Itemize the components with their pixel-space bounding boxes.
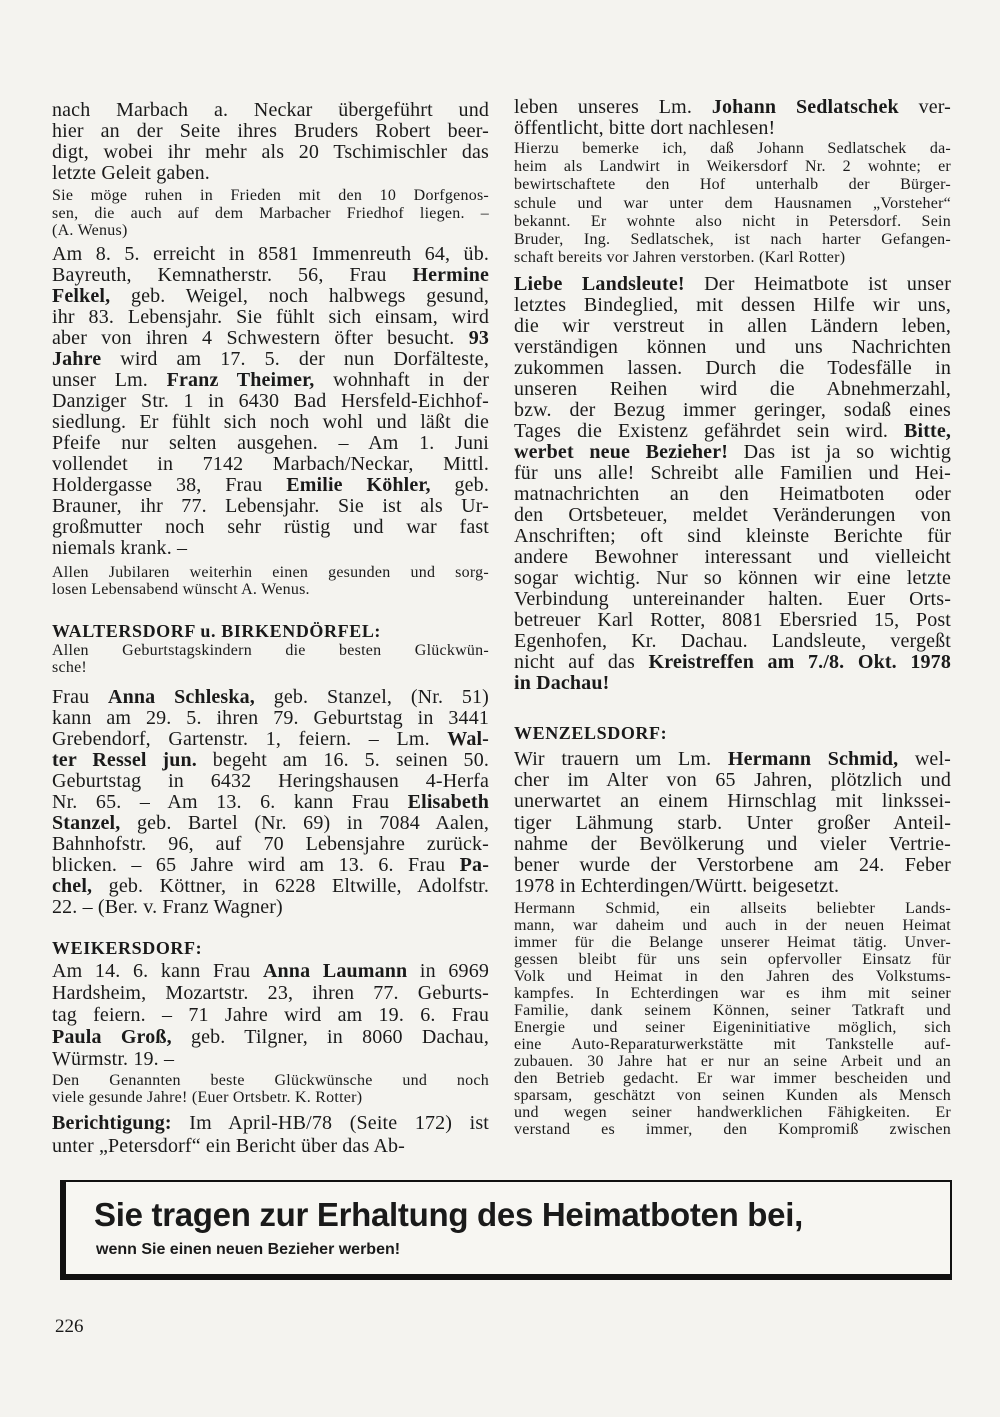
text-run: unerwartet an einem Hirnschlag mit linksseі- xyxy=(514,790,951,813)
text-run: zukommen lassen. Durch die Todesfälle in xyxy=(514,357,951,379)
text-run: Allen Jubilaren weiterhin einen gesunden und sorg- xyxy=(52,564,489,581)
bold-run: chel, xyxy=(52,875,93,897)
text-run: wird am 17. 5. der nun Dorfälteste, xyxy=(101,348,489,370)
text-line xyxy=(52,581,489,598)
text-line xyxy=(52,813,489,834)
text-line xyxy=(52,1135,489,1158)
bold-run: Anna Laumann xyxy=(262,960,408,982)
text-line xyxy=(52,370,489,391)
text-run: schule und war unter dem Hausnamen „Vorsteher“ xyxy=(514,194,951,212)
correction-paragraph-continued xyxy=(514,97,951,139)
appeal-paragraph xyxy=(514,274,951,694)
text-line xyxy=(514,295,951,316)
text-line xyxy=(514,1053,951,1070)
text-run: viele gesunde Jahre! (Euer Ortsbetr. K. Rotter) xyxy=(52,1089,363,1106)
text-line xyxy=(52,729,489,750)
text-run: öffentlicht, bitte dort nachlesen! xyxy=(514,117,776,139)
text-run: nicht auf das xyxy=(514,651,649,673)
text-run: Den Genannten beste Glückwünsche und noch xyxy=(52,1072,489,1089)
text-line xyxy=(514,1002,951,1019)
text-line xyxy=(514,770,951,791)
bold-run: Franz Theimer, xyxy=(166,369,315,391)
text-run: (A. Wenus) xyxy=(52,222,128,239)
text-line xyxy=(514,985,951,1002)
text-run: großmutter noch sehr rüstig und war fast xyxy=(52,516,489,538)
text-run: bzw. der Bezug immer geringer, sodaß eines xyxy=(514,399,951,421)
text-line xyxy=(514,1070,951,1087)
text-line xyxy=(514,610,951,631)
text-run: letztes Bindeglied, mit dessen Hilfe wir uns, xyxy=(514,294,951,316)
text-run: Volk und Heimat in den Jahren des Volkstums- xyxy=(514,968,951,985)
text-run: letzte Geleit gaben. xyxy=(52,162,210,184)
text-line xyxy=(52,100,489,121)
bold-run: Paula Groß, xyxy=(52,1026,172,1048)
text-run: Würmstr. 19. – xyxy=(52,1048,175,1070)
text-line xyxy=(52,982,489,1004)
text-run: Sie möge ruhen in Frieden mit den 10 Dorfgenos- xyxy=(52,187,489,204)
text-run: unseren Reihen wird die Abnehmerzahl, xyxy=(514,378,951,400)
text-line xyxy=(514,1104,951,1121)
text-run: blicken. – 65 Jahre wird am 13. 6. Frau xyxy=(52,854,460,876)
text-run: kampfes. In Echterdingen war es ihm mit seiner xyxy=(514,985,951,1002)
text-run: verständigen können und uns Nachrichten xyxy=(514,336,951,358)
text-run: 1978 in Echterdingen/Württ. beigesetzt. xyxy=(514,875,840,898)
bold-run: Johann Sedlatschek xyxy=(711,96,899,118)
birthdays-paragraph xyxy=(52,244,489,559)
text-run: Am 8. 5. erreicht in 8581 Immenreuth 64, üb. xyxy=(52,243,489,265)
bold-run: Felkel, xyxy=(52,285,111,307)
text-run: Anschriften; oft sind kleinste Berichte für xyxy=(514,525,951,547)
text-line xyxy=(514,526,951,547)
text-run: betreuer Karl Rotter, 8081 Ebersried 15, Post xyxy=(514,609,951,631)
text-run: Familie, dank seinem Können, seiner Tatkraft und xyxy=(514,1002,951,1019)
text-line xyxy=(52,244,489,265)
text-run: andere Bewohner interessant und vielleicht xyxy=(514,546,951,568)
text-line xyxy=(514,337,951,358)
text-run: siedlung. Er fühlt sich noch wohl und läßt die xyxy=(52,411,489,433)
text-run: hier an der Seite ihres Bruders Robert beer- xyxy=(52,120,489,142)
text-line xyxy=(52,834,489,855)
text-line xyxy=(52,349,489,370)
text-run: ver- xyxy=(898,96,951,118)
text-line xyxy=(52,454,489,475)
text-line xyxy=(514,900,951,917)
text-line xyxy=(52,897,489,918)
intro-note xyxy=(52,187,489,240)
subscriber-promo-box xyxy=(60,1180,952,1280)
bold-run: Bitte, xyxy=(904,420,951,442)
text-run: in 6969 xyxy=(407,960,489,982)
text-line xyxy=(514,917,951,934)
text-line xyxy=(514,968,951,985)
text-run: niemals krank. – xyxy=(52,537,188,559)
text-run: Bruder, Ing. Sedlatschek, ist nach harter Gefangen- xyxy=(514,231,951,249)
text-run: den Ortsbeteuer, meldet Veränderungen von xyxy=(514,504,951,526)
text-run: Geburtstag in 6432 Heringshausen 4-Herfa xyxy=(52,770,489,792)
text-run: gessen bleibt für uns sein opfervoller Einsatz für xyxy=(514,951,951,968)
text-run: sogar wichtig. Nur so können wir eine letzte xyxy=(514,567,951,589)
promo-title: Sie tragen zur Erhaltung des Heimatboten bei, xyxy=(94,1196,803,1233)
text-line xyxy=(52,876,489,897)
text-run: Energie und seiner Eigeninitiative möglich, sich xyxy=(514,1019,951,1036)
text-line xyxy=(514,1121,951,1138)
text-run: begeht am 16. 5. seinen 50. xyxy=(196,749,489,771)
text-line xyxy=(514,484,951,505)
text-line xyxy=(514,140,951,158)
text-run: digt, wobei ihr mehr als 20 Tschimischler das xyxy=(52,141,489,163)
bold-run: Liebe Landsleute! xyxy=(514,273,685,295)
text-run: kann am 29. 5. ihren 79. Geburtstag in 3441 xyxy=(52,707,489,729)
text-line xyxy=(52,750,489,771)
text-run: vollendet in 7142 Marbach/Neckar, Mittl. xyxy=(52,453,489,475)
text-line xyxy=(52,307,489,328)
bold-run: Pa- xyxy=(459,854,489,876)
text-run: wohnhaft in der xyxy=(314,369,490,391)
text-run: nahme der Bevölkerung und vieler Vertrie- xyxy=(514,832,951,855)
text-run: und wegen seiner handwerklichen Fähigkeiten. Er xyxy=(514,1104,951,1121)
text-line xyxy=(514,791,951,812)
text-line xyxy=(52,286,489,307)
weikersdorf-note xyxy=(52,1072,489,1106)
text-run: Allen Geburtstagskindern die besten Glückwün- xyxy=(52,642,489,659)
text-run: Brauner, ihr 77. Lebensjahr. Sie ist als Ur- xyxy=(52,495,489,517)
text-run: leben unseres Lm. xyxy=(514,96,712,118)
text-run: geb. Tilgner, in 8060 Dachau, xyxy=(171,1026,489,1048)
wenzelsdorf-paragraph xyxy=(514,749,951,897)
text-run: unter „Petersdorf“ ein Bericht über das Ab- xyxy=(52,1135,405,1157)
text-run: geb. Bartel (Nr. 69) in 7084 Aalen, xyxy=(120,812,489,834)
text-line xyxy=(514,749,951,770)
text-line xyxy=(52,1072,489,1089)
text-line xyxy=(514,421,951,442)
text-line xyxy=(514,951,951,968)
text-line xyxy=(514,834,951,855)
text-line xyxy=(52,496,489,517)
text-run: losen Lebensabend wünscht A. Wenus. xyxy=(52,581,310,598)
text-run: aber von ihren 4 Schwestern öfter besucht. xyxy=(52,327,469,349)
text-run: Verbindung untereinander halten. Euer Orts- xyxy=(514,588,951,610)
text-line xyxy=(514,934,951,951)
text-run: Danziger Str. 1 in 6430 Bad Hersfeld-Eichhof- xyxy=(52,390,489,412)
text-line xyxy=(52,564,489,581)
text-run: Tages die Existenz gefährdet sein wird. xyxy=(514,420,904,442)
text-line xyxy=(52,538,489,559)
text-line xyxy=(514,249,951,267)
text-line xyxy=(52,792,489,813)
text-run: Der Heimatbote ist unser xyxy=(684,273,952,295)
text-line xyxy=(514,316,951,337)
text-run: Hardsheim, Mozartstr. 23, ihren 77. Geburts- xyxy=(52,982,489,1004)
text-run: geb. Weigel, noch halbwegs gesund, xyxy=(110,285,489,307)
text-run: ihr 83. Lebensjahr. Sie fühlt sich einsam, wird xyxy=(52,306,489,328)
text-line xyxy=(52,222,489,240)
text-line xyxy=(52,412,489,433)
text-run: Nr. 65. – Am 13. 6. kann Frau xyxy=(52,791,408,813)
text-run: geb. xyxy=(430,474,489,496)
text-line xyxy=(514,589,951,610)
text-run: Bahnhofstr. 96, auf 70 Lebensjahre zurück- xyxy=(52,833,489,855)
text-run: bewirtschaftete den Hof unterhalb der Bürger- xyxy=(514,176,951,194)
promo-subtitle: wenn Sie einen neuen Bezieher werben! xyxy=(96,1241,401,1258)
text-run: zubauen. 30 Jahre hat er nur an seine Arbeit und an xyxy=(514,1053,951,1070)
text-run: geb. Stanzel, (Nr. 51) xyxy=(254,686,489,708)
text-line xyxy=(52,1112,489,1135)
bold-run: Hermann Schmid, xyxy=(727,748,899,770)
text-run: für uns alle! Schreibt alle Familien und Hei- xyxy=(514,462,951,484)
text-run: sche! xyxy=(52,659,88,676)
bold-run: Anna Schleska, xyxy=(108,686,255,708)
text-run: Hierzu bemerke ich, daß Johann Sedlatschek da- xyxy=(514,140,951,157)
text-line xyxy=(52,475,489,496)
text-line xyxy=(514,176,951,194)
text-line xyxy=(514,652,951,673)
text-line xyxy=(514,1036,951,1053)
text-line xyxy=(52,1089,489,1106)
text-line xyxy=(52,205,489,223)
text-run: unser Lm. xyxy=(52,369,167,391)
text-line xyxy=(514,379,951,400)
text-line xyxy=(514,97,951,118)
text-run: bekannt. Er wohnte also nicht in Petersdorf. Sein xyxy=(514,212,951,230)
text-run: tag feiern. – 71 Jahre wird am 19. 6. Frau xyxy=(52,1004,489,1026)
text-line xyxy=(514,358,951,379)
text-run: Hermann Schmid, ein allseits beliebter Lands- xyxy=(514,900,951,917)
text-line xyxy=(52,960,489,982)
text-line xyxy=(514,547,951,568)
text-line xyxy=(52,642,489,659)
text-line xyxy=(52,1048,489,1070)
text-line xyxy=(514,1087,951,1104)
text-run: Am 14. 6. kann Frau xyxy=(52,960,263,982)
section-heading-wenzelsdorf: WENZELSDORF: xyxy=(514,723,668,743)
wenzelsdorf-note xyxy=(514,900,951,1138)
text-line xyxy=(514,463,951,484)
bold-run: ter Ressel jun. xyxy=(52,749,197,771)
text-run: heim als Landwirt in Weikersdorf Nr. 2 wohnte; er xyxy=(514,158,951,176)
bold-run: Emilie Köhler, xyxy=(286,474,431,496)
text-run: die wir verstreut in allen Ländern leben, xyxy=(514,315,951,337)
text-run: cher im Alter von 65 Jahren, plötzlich und xyxy=(514,769,951,792)
bold-run: in Dachau! xyxy=(514,672,610,694)
birthdays-note xyxy=(52,564,489,598)
intro-paragraph xyxy=(52,100,489,184)
text-run: geb. Köttner, in 6228 Eltwille, Adolfstr. xyxy=(92,875,489,897)
text-line xyxy=(52,1026,489,1048)
text-run: Das ist ja so wichtig xyxy=(728,441,951,463)
bold-run: Wal- xyxy=(447,728,489,750)
bold-run: Hermine xyxy=(412,264,489,286)
weikersdorf-paragraph xyxy=(52,960,489,1070)
text-run: Egenhofen, Kr. Dachau. Landsleute, vergeßt xyxy=(514,630,951,652)
text-run: Grebendorf, Gartenstr. 1, feiern. – Lm. xyxy=(52,728,448,750)
text-line xyxy=(514,213,951,231)
text-run: 22. – (Ber. v. Franz Wagner) xyxy=(52,896,283,918)
waltersdorf-note xyxy=(52,642,489,676)
text-line xyxy=(514,813,951,834)
text-run: tiger Lähmung starb. Unter großer Anteil- xyxy=(514,811,951,834)
text-line xyxy=(52,517,489,538)
text-line xyxy=(514,631,951,652)
text-run: Wir trauern um Lm. xyxy=(514,748,728,770)
waltersdorf-paragraph xyxy=(52,687,489,918)
correction-paragraph xyxy=(52,1112,489,1158)
text-line xyxy=(52,391,489,412)
text-run: mann, war daheim und auch in der neuen Heimat xyxy=(514,917,951,934)
page-number: 226 xyxy=(55,1316,84,1337)
text-run: Holdergasse 38, Frau xyxy=(52,474,287,496)
text-run: Bayreuth, Kemnatherstr. 56, Frau xyxy=(52,264,413,286)
text-line xyxy=(52,163,489,184)
text-line xyxy=(514,400,951,421)
text-line xyxy=(514,195,951,213)
text-line xyxy=(52,121,489,142)
text-line xyxy=(52,328,489,349)
bold-run: Berichtigung: xyxy=(52,1112,172,1134)
text-line xyxy=(514,568,951,589)
text-line xyxy=(52,659,489,676)
bold-run: Stanzel, xyxy=(52,812,121,834)
text-run: matnachrichten an den Heimatboten oder xyxy=(514,483,951,505)
bold-run: 93 xyxy=(468,327,489,349)
text-line xyxy=(52,687,489,708)
text-run: sen, die auch auf dem Marbacher Friedhof liegen. – xyxy=(52,204,489,222)
text-line xyxy=(52,433,489,454)
text-line xyxy=(514,158,951,176)
text-run: Pfeife nur selten ausgehen. – Am 1. Juni xyxy=(52,432,489,454)
text-line xyxy=(52,142,489,163)
section-heading-waltersdorf: WALTERSDORF u. BIRKENDÖRFEL: xyxy=(52,621,382,641)
bold-run: Elisabeth xyxy=(407,791,489,813)
text-run: verstand es immer, den Kompromiß zwischen xyxy=(514,1121,951,1138)
text-line xyxy=(52,187,489,205)
text-run: wel- xyxy=(898,748,951,770)
text-run: Im April-HB/78 (Seite 172) ist xyxy=(171,1112,489,1134)
bold-run: Jahre xyxy=(52,348,102,370)
text-run: nach Marbach a. Neckar übergeführt und xyxy=(52,99,489,121)
text-line xyxy=(52,265,489,286)
text-line xyxy=(514,442,951,463)
section-heading-weikersdorf: WEIKERSDORF: xyxy=(52,938,203,958)
text-line xyxy=(514,1019,951,1036)
text-line xyxy=(514,855,951,876)
text-run: immer für die Belange unserer Heimat tätig. Unver- xyxy=(514,934,951,951)
text-run: Frau xyxy=(52,686,109,708)
text-run: eine Auto-Reparaturwerkstätte mit Tankstelle auf- xyxy=(514,1036,951,1053)
text-line xyxy=(514,274,951,295)
text-line xyxy=(514,231,951,249)
text-line xyxy=(52,771,489,792)
bold-run: Kreistreffen am 7./8. Okt. 1978 xyxy=(648,651,951,673)
bold-run: werbet neue Bezieher! xyxy=(514,441,729,463)
correction-note xyxy=(514,140,951,267)
text-line xyxy=(52,708,489,729)
text-line xyxy=(514,118,951,139)
text-line xyxy=(52,1004,489,1026)
text-run: schaft bereits vor Jahren verstorben. (Karl Rotter) xyxy=(514,249,846,267)
text-run: bener wurde der Verstorbene am 24. Feber xyxy=(514,854,951,877)
text-line xyxy=(514,876,951,897)
text-run: den Betrieb gedacht. Er war immer bescheiden und xyxy=(514,1070,951,1087)
text-line xyxy=(52,855,489,876)
text-run: sparsam, geschätzt von seinen Kunden als Mensch xyxy=(514,1087,951,1104)
text-line xyxy=(514,673,951,694)
text-line xyxy=(514,505,951,526)
